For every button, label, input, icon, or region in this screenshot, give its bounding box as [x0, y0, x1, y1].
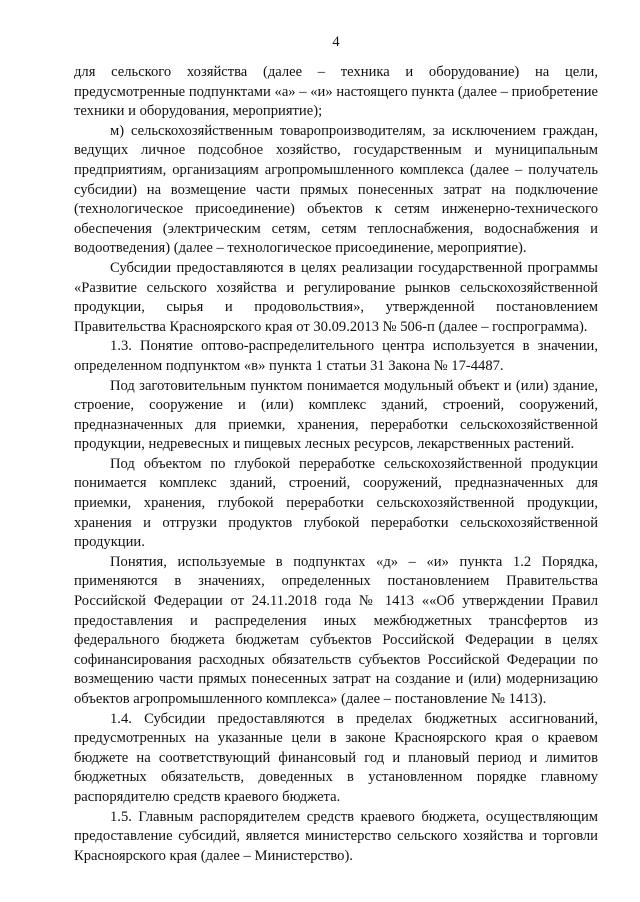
document-body [74, 63, 598, 866]
paragraph: м) сельскохозяйственным товаропроизводителям, за исключением граждан, ведущих личное подсобное хозяйство, государственным и муниципальным предприятиям, организациям агропромышленного комплекса (далее – получатель субсидии) на возмещение части прямых понесенных затрат на подключение (технологическое присоединение) объектов к сетям инженерно-технического обеспечения (электрическим сетям, сетям теплоснабжения, водоснабжения и водоотведения) (далее – технологическое присоединение, мероприятие). [74, 122, 598, 257]
page-number: 4 [332, 34, 340, 50]
paragraph: Субсидии предоставляются в целях реализации государственной программы «Развитие сельского хозяйства и регулирование рынков сельскохозяйственной продукции, сырья и продовольствия», утвержденной постановлением Правительства Красноярского края от 30.09.2013 № 506-п (далее – госпрограмма). [74, 259, 598, 335]
paragraph: для сельского хозяйства (далее – техника и оборудование) на цели, предусмотренные подпунктами «а» – «и» настоящего пункта (далее – приобретение техники и оборудования, мероприятие); [74, 64, 598, 120]
paragraph: 1.3. Понятие оптово-распределительного центра используется в значении, определенном подпунктом «в» пункта 1 статьи 31 Закона № 17-4487. [74, 338, 598, 374]
paragraph: Под заготовительным пунктом понимается модульный объект и (или) здание, строение, сооружение и (или) комплекс зданий, строений, сооружений, предназначенных для приемки, хранения, переработки сельскохозяйственной продукции, недревесных и пищевых лесных ресурсов, лекарственных растений. [74, 377, 598, 453]
paragraph: 1.5. Главным распорядителем средств краевого бюджета, осуществляющим предоставление субсидий, является министерство сельского хозяйства и торговли Красноярского края (далее – Министерство). [74, 808, 598, 864]
paragraph: 1.4. Субсидии предоставляются в пределах бюджетных ассигнований, предусмотренных на указанные цели в законе Красноярского края о краевом бюджете на соответствующий финансовый год и плановый период и лимитов бюджетных обязательств, доведенных в установленном порядке главному распорядителю средств краевого бюджета. [74, 710, 598, 805]
paragraph: Понятия, используемые в подпунктах «д» – «и» пункта 1.2 Порядка, применяются в значениях, определенных постановлением Правительства Российской Федерации от 24.11.2018 года № 1413 ««Об утверждении Правил предоставления и распределения иных межбюджетных трансфертов из федерального бюджета бюджетам субъектов Российской Федерации в целях софинансирования расходных обязательств субъектов Российской Федерации по возмещению части прямых понесенных затрат на создание и (или) модернизацию объектов агропромышленного комплекса» (далее – постановление № 1413). [74, 553, 598, 707]
paragraph: Под объектом по глубокой переработке сельскохозяйственной продукции понимается комплекс зданий, строений, сооружений, предназначенных для приемки, хранения, глубокой переработки сельскохозяйственной продукции, хранения и отгрузки продуктов глубокой переработки сельскохозяйственной продукции. [74, 455, 598, 551]
